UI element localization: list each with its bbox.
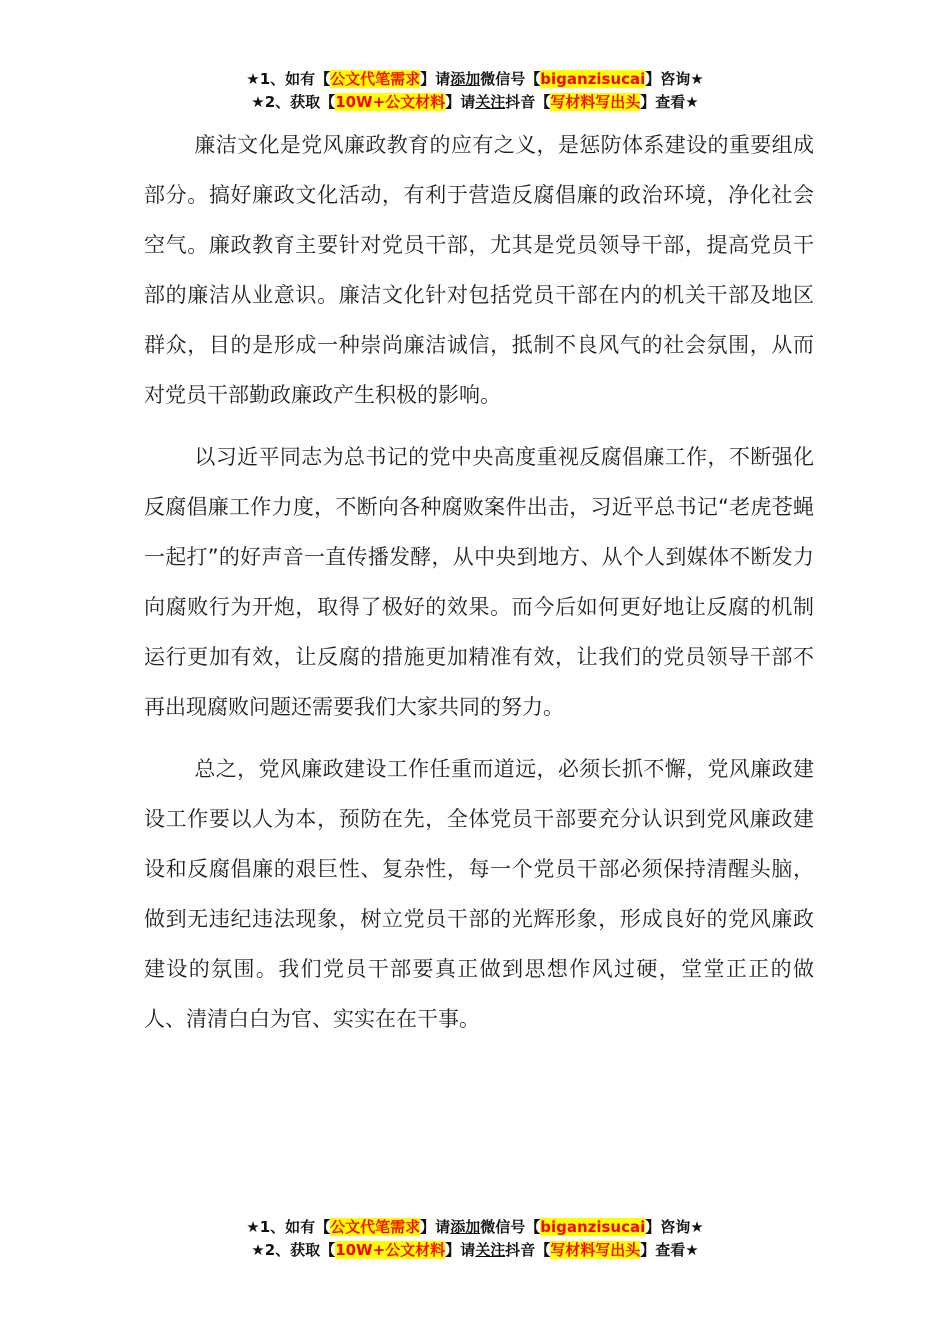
footer-line-2-emphasis: 关注 (475, 1241, 506, 1259)
banner-line-2-suffix: 】查看★ (640, 93, 699, 111)
footer-line-1-emphasis: 添加 (450, 1218, 481, 1236)
header-banner (0, 68, 950, 114)
paragraph-2: 以习近平同志为总书记的党中央高度重视反腐倡廉工作，不断强化反腐倡廉工作力度，不断向各种腐败案件出击，习近平总书记“老虎苍蝇一起打”的好声音一直传播发酵，从中央到地方、从个人到媒体不断发力向腐败行为开炮，取得了极好的效果。而今后如何更好地让反腐的机制运行更加有效，让反腐的措施更加精准有效，让我们的党员领导干部不再出现腐败问题还需要我们大家共同的努力。 (144, 445, 814, 719)
paragraph-1: 廉洁文化是党风廉政教育的应有之义，是惩防体系建设的重要组成部分。搞好廉政文化活动，有利于营造反腐倡廉的政治环境，净化社会空气。廉政教育主要针对党员干部，尤其是党员领导干部，提高党员干部的廉洁从业意识。廉洁文化针对包括党员干部在内的机关干部及地区群众，目的是形成一种崇尚廉洁诚信，抵制不良风气的社会氛围，从而对党员干部勤政廉政产生积极的影响。 (144, 133, 814, 407)
footer-line-1-mid2: 微信号【 (480, 1218, 541, 1236)
banner-line-2-emphasis: 关注 (475, 93, 506, 111)
footer-line-1-prefix: ★1、如有【 (246, 1218, 331, 1236)
footer-line-2-highlight-materials: 10W+公文材料 (335, 1241, 446, 1259)
footer-line-1-suffix: 】咨询★ (645, 1218, 704, 1236)
footer-banner (0, 1216, 950, 1262)
footer-line-2-prefix: ★2、获取【 (251, 1241, 336, 1259)
banner-line-2-highlight-douyin: 写材料写出头 (550, 93, 641, 111)
footer-line-2-mid2: 抖音【 (505, 1241, 551, 1259)
banner-line-2 (0, 91, 950, 114)
footer-line-1 (0, 1216, 950, 1239)
banner-line-2-prefix: ★2、获取【 (251, 93, 336, 111)
footer-line-1-mid: 】请 (420, 1218, 451, 1236)
banner-line-2-mid2: 抖音【 (505, 93, 551, 111)
banner-line-2-highlight-materials: 10W+公文材料 (335, 93, 446, 111)
footer-line-2-suffix: 】查看★ (640, 1241, 699, 1259)
footer-line-1-highlight-wechat: biganzisucai (540, 1218, 646, 1236)
banner-line-1-suffix: 】咨询★ (645, 70, 704, 88)
footer-line-2 (0, 1239, 950, 1262)
footer-line-2-mid: 】请 (445, 1241, 476, 1259)
banner-line-1-highlight-wechat: biganzisucai (540, 70, 646, 88)
footer-line-1-highlight-service: 公文代笔需求 (330, 1218, 421, 1236)
banner-line-1 (0, 68, 950, 91)
banner-line-1-prefix: ★1、如有【 (246, 70, 331, 88)
footer-line-2-highlight-douyin: 写材料写出头 (550, 1241, 641, 1259)
banner-line-1-mid2: 微信号【 (480, 70, 541, 88)
document-body (144, 120, 814, 1056)
banner-line-1-emphasis: 添加 (450, 70, 481, 88)
banner-line-1-highlight-service: 公文代笔需求 (330, 70, 421, 88)
paragraph-3: 总之，党风廉政建设工作任重而道远，必须长抓不懈，党风廉政建设工作要以人为本，预防在先，全体党员干部要充分认识到党风廉政建设和反腐倡廉的艰巨性、复杂性，每一个党员干部必须保持清醒头脑，做到无违纪违法现象，树立党员干部的光辉形象，形成良好的党风廉政建设的氛围。我们党员干部要真正做到思想作风过硬，堂堂正正的做人、清清白白为官、实实在在干事。 (144, 757, 814, 1031)
banner-line-2-mid: 】请 (445, 93, 476, 111)
banner-line-1-mid: 】请 (420, 70, 451, 88)
